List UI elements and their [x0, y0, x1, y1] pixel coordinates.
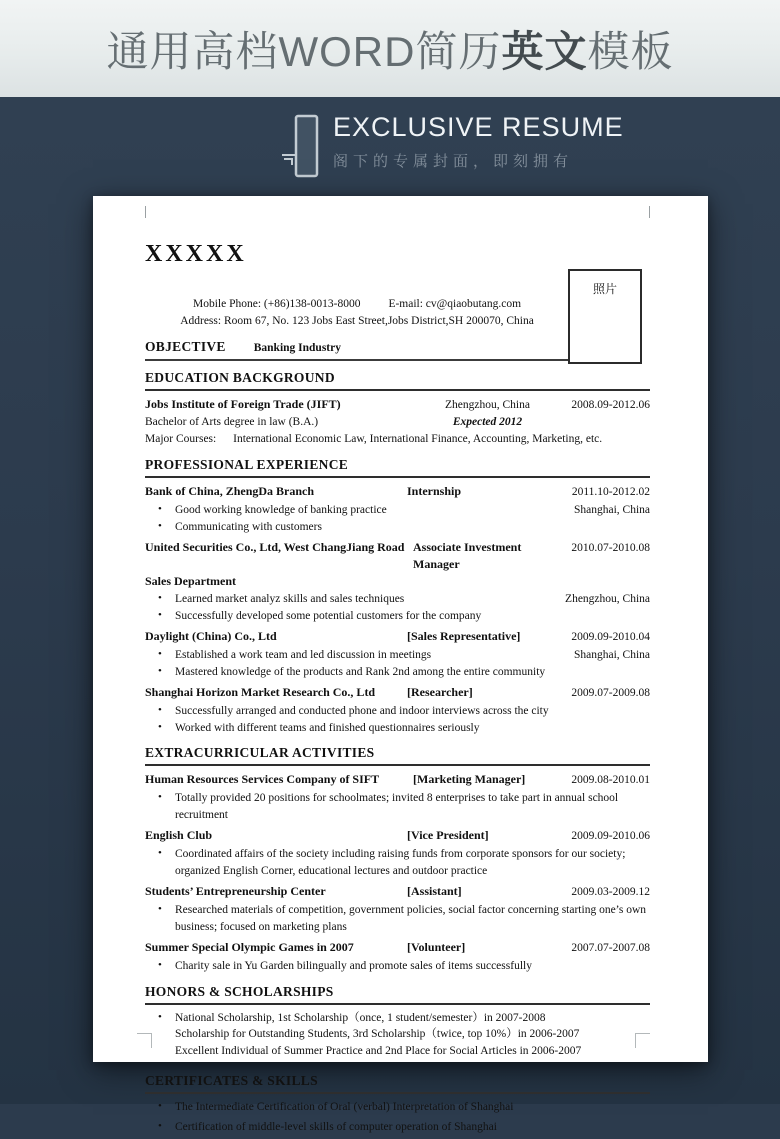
bullet-icon: •: [158, 608, 162, 621]
objective-label: OBJECTIVE: [145, 339, 226, 354]
entry-location: Zhengzhou, China: [565, 593, 650, 605]
bullet-item: • Successfully developed some potential customers for the company: [158, 608, 482, 622]
bullet-item: • Coordinated affairs of the society including raising funds from corporate sponsors for our society; organized English Corner, educational lectures and outdoor practice: [158, 847, 626, 877]
bullet-item: • Learned market analyz skills and sales techniques: [158, 592, 405, 605]
entry-location: Shanghai, China: [573, 504, 650, 516]
bullet-icon: •: [158, 519, 162, 532]
bullet-item: • Communicating with customers: [158, 519, 322, 533]
dark-backdrop: [0, 97, 780, 1133]
entry-dates: 2009.08-2010.01: [571, 774, 650, 786]
bullet-icon: •: [158, 791, 162, 803]
contact-block: [145, 296, 569, 330]
entry-role: Associate Investment Manager: [413, 540, 522, 571]
bullet-item: • Charity sale in Yu Garden bilingually and promote sales of items successfully: [158, 959, 532, 972]
education-courses-label: Major Courses:: [145, 433, 217, 445]
photo-placeholder: [568, 269, 642, 364]
certificates-list: [145, 1099, 650, 1135]
entry-org: United Securities Co., Ltd, West ChangJiang Road: [145, 540, 405, 554]
resume-name: XXXXX: [145, 241, 247, 267]
bullet-item: • Successfully arranged and conducted phone and indoor interviews across the city: [158, 704, 549, 717]
objective-row: [145, 339, 569, 361]
resume-page: [93, 196, 708, 1133]
entry-dates: 2007.07-2007.08: [571, 942, 650, 954]
hero-title: EXCLUSIVE RESUME: [333, 112, 624, 142]
entry-role: [Assistant]: [407, 884, 462, 898]
entry-dates: 2010.07-2010.08: [571, 542, 650, 554]
bullet-icon: •: [158, 1119, 162, 1132]
hero-subtitle: 阁下的专属封面，即刻拥有: [333, 153, 574, 170]
banner-title-emphasis: 英文: [501, 27, 588, 75]
education-location: Zhengzhou, China: [445, 399, 530, 411]
activity-entry: [145, 771, 650, 823]
hero-text: [333, 112, 624, 171]
contact-address: Address: Room 67, No. 123 Jobs East Street,Jobs District,SH 200070, China: [180, 315, 534, 327]
objective-value: Banking Industry: [253, 342, 341, 354]
education-dates: 2008.09-2012.06: [571, 399, 650, 411]
bullet-icon: •: [158, 664, 162, 677]
contact-email: E-mail: cv@qiaobutang.com: [388, 298, 522, 310]
top-banner: [0, 0, 780, 97]
contact-phone: Mobile Phone: (+86)138-0013-8000: [192, 298, 361, 310]
entry-dates: 2009.07-2009.08: [571, 687, 650, 699]
section-heading-education: EDUCATION BACKGROUND: [145, 370, 650, 391]
education-courses: [145, 431, 650, 448]
education-row-degree: [145, 414, 650, 431]
education-school: Jobs Institute of Foreign Trade (JIFT): [145, 397, 341, 411]
entry-dates: 2009.09-2010.06: [571, 830, 650, 842]
bullet-icon: •: [158, 720, 162, 733]
education-row-school: [145, 396, 650, 414]
entry-role: [Sales Representative]: [407, 629, 521, 643]
entry-org: English Club: [145, 828, 213, 842]
entry-role: [Researcher]: [407, 685, 473, 699]
bullet-item: • The Intermediate Certification of Oral (verbal) Interpretation of Shanghai: [158, 1100, 514, 1113]
banner-title-prefix: 通用高档WORD简历: [106, 27, 502, 75]
bullet-icon: •: [158, 1100, 162, 1112]
bullet-item: • National Scholarship, 1st Scholarship（once, 1 student/semester）in 2007-2008: [158, 1010, 546, 1024]
activity-entry: [145, 883, 650, 935]
section-heading-honors: HONORS & SCHOLARSHIPS: [145, 984, 650, 1005]
experience-entry: [145, 539, 650, 624]
bullet-icon: •: [158, 903, 162, 915]
bullet-item: • Worked with different teams and finished questionnaires seriously: [158, 720, 480, 734]
activity-entry: [145, 939, 650, 975]
bookmark-flag-icon: [281, 114, 321, 180]
education-courses-text: International Economic Law, International Finance, Accounting, Marketing, etc.: [233, 433, 603, 445]
education-degree: Bachelor of Arts degree in law (B.A.): [145, 416, 319, 428]
bullet-item: • Totally provided 20 positions for schoolmates; invited 8 enterprises to take part in annual school recruitment: [158, 791, 619, 821]
experience-entry: [145, 684, 650, 736]
section-heading-activities: EXTRACURRICULAR ACTIVITIES: [145, 745, 650, 766]
bullet-icon: •: [158, 847, 162, 859]
bullet-item: • Good working knowledge of banking practice: [158, 503, 387, 516]
entry-org: Bank of China, ZhengDa Branch: [145, 484, 315, 498]
section-heading-certificates: CERTIFICATES & SKILLS: [145, 1073, 650, 1094]
photo-label: 照片: [592, 282, 617, 296]
bullet-icon: •: [158, 648, 162, 660]
section-heading-experience: PROFESSIONAL EXPERIENCE: [145, 457, 650, 478]
entry-org: Human Resources Services Company of SIFT: [145, 772, 380, 786]
honors-list: [145, 1010, 650, 1060]
entry-role: [Vice President]: [407, 828, 489, 842]
entry-org: Shanghai Horizon Market Research Co., Ltd: [145, 685, 376, 699]
entry-role: Internship: [407, 484, 462, 498]
bullet-icon: •: [158, 1010, 162, 1023]
honors-line: Excellent Individual of Summer Practice and 2nd Place for Social Articles in 2006-2007: [175, 1044, 582, 1057]
entry-org-line2: Sales Department: [145, 574, 236, 588]
hero-header: [281, 112, 624, 180]
entry-dates: 2009.03-2009.12: [571, 886, 650, 898]
bullet-icon: •: [158, 592, 162, 604]
bullet-item: • Mastered knowledge of the products and Rank 2nd among the entire community: [158, 664, 546, 678]
bullet-item: • Established a work team and led discussion in meetings: [158, 648, 432, 661]
bullet-item: • Researched materials of competition, government policies, social factor concerning starting one’s own business; focused on marketing plans: [158, 903, 647, 933]
education-expected: Expected 2012: [452, 416, 523, 428]
honors-line: Scholarship for Outstanding Students, 3rd Scholarship（twice, top 10%）in 2006-2007: [175, 1028, 580, 1040]
entry-role: [Marketing Manager]: [413, 772, 526, 786]
entry-org: Daylight (China) Co., Ltd: [145, 629, 277, 643]
entry-location: Shanghai, China: [573, 649, 650, 661]
entry-org: Summer Special Olympic Games in 2007: [145, 940, 354, 954]
banner-title: [106, 19, 673, 79]
activity-entry: [145, 827, 650, 879]
bullet-icon: •: [158, 503, 162, 515]
banner-title-suffix: 模板: [587, 27, 674, 75]
bullet-icon: •: [158, 959, 162, 971]
entry-dates: 2009.09-2010.04: [571, 631, 650, 643]
bullet-icon: •: [158, 704, 162, 716]
entry-dates: 2011.10-2012.02: [571, 486, 650, 498]
experience-entry: [145, 628, 650, 680]
bullet-item: • Certification of middle-level skills of computer operation of Shanghai: [158, 1119, 497, 1133]
contact-line-phone-email: [193, 296, 521, 313]
entry-org: Students’ Entrepreneurship Center: [145, 884, 326, 898]
experience-entry: [145, 483, 650, 535]
entry-role: [Volunteer]: [407, 940, 466, 954]
